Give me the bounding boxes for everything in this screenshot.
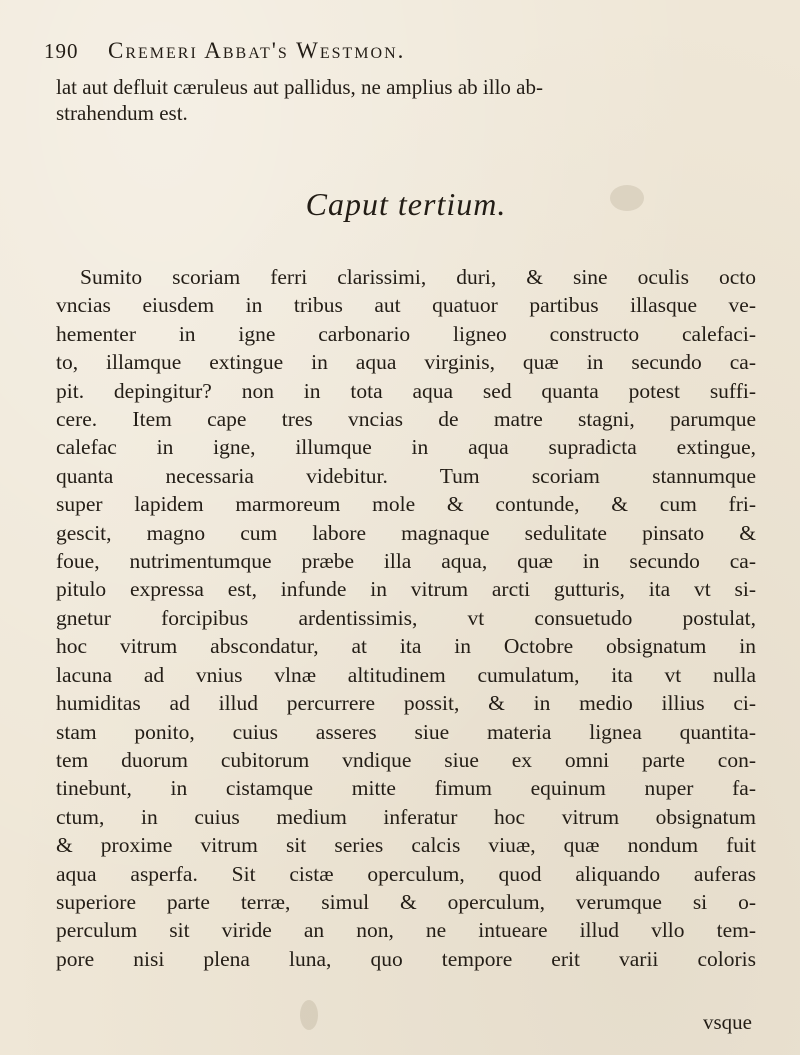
text-line: lat aut defluit cæruleus aut pallidus, ne amplius ab illo ab- bbox=[56, 75, 543, 99]
text-line: pitulo expressa est, infunde in vitrum arcti gutturis, ita vt si- bbox=[56, 577, 756, 602]
text-line: vncias eiusdem in tribus aut quatuor partibus illasque ve- bbox=[56, 293, 756, 318]
text-line: foue, nutrimentumque præbe illa aqua, quæ in secundo ca- bbox=[56, 549, 756, 574]
text-line: strahendum est. bbox=[56, 101, 188, 125]
text-line: to, illamque extingue in aqua virginis, quæ in secundo ca- bbox=[56, 350, 756, 375]
text-line: superiore parte terræ, simul & operculum, verumque si o- bbox=[56, 889, 756, 914]
text-line: pit. depingitur? non in tota aqua sed quanta potest suffi- bbox=[56, 378, 756, 403]
text-line: & proxime vitrum sit series calcis viuæ, quæ nondum fuit bbox=[56, 833, 756, 858]
chapter-heading: Caput tertium. bbox=[305, 186, 507, 222]
text-line: super lapidem marmoreum mole & contunde, & cum fri- bbox=[56, 492, 756, 517]
running-head bbox=[44, 38, 756, 68]
page-number: 190 bbox=[44, 39, 79, 63]
text-line: Sumito scoriam ferri clarissimi, duri, & sine oculis octo bbox=[80, 265, 756, 289]
text-line: stam ponito, cuius asseres siue materia lignea quantita- bbox=[56, 719, 756, 744]
text-line: aqua asperfa. Sit cistæ operculum, quod aliquando auferas bbox=[56, 861, 756, 886]
text-line: cere. Item cape tres vncias de matre stagni, parumque bbox=[56, 407, 756, 432]
running-title: Cremeri Abbat's Westmon. bbox=[108, 38, 406, 63]
text-line: tem duorum cubitorum vndique siue ex omni parte con- bbox=[56, 747, 756, 772]
text-line: gnetur forcipibus ardentissimis, vt consuetudo postulat, bbox=[56, 605, 756, 630]
opening-paragraph bbox=[56, 74, 756, 126]
text-line: pore nisi plena luna, quo tempore erit varii coloris bbox=[56, 946, 756, 971]
text-line: lacuna ad vnius vlnæ altitudinem cumulatum, ita vt nulla bbox=[56, 662, 756, 687]
text-line: hementer in igne carbonario ligneo constructo calefaci- bbox=[56, 321, 756, 346]
text-line: tinebunt, in cistamque mitte fimum equinum nuper fa- bbox=[56, 776, 756, 801]
body-paragraph bbox=[56, 263, 756, 973]
text-line: perculum sit viride an non, ne intueare illud vllo tem- bbox=[56, 918, 756, 943]
text-line: ctum, in cuius medium inferatur hoc vitrum obsignatum bbox=[56, 804, 756, 829]
catchword: vsque bbox=[703, 1010, 752, 1034]
text-line: calefac in igne, illumque in aqua supradicta extingue, bbox=[56, 435, 756, 460]
paper-stain bbox=[610, 185, 644, 211]
text-line: hoc vitrum abscondatur, at ita in Octobre obsignatum in bbox=[56, 634, 756, 659]
text-line: humiditas ad illud percurrere possit, & in medio illius ci- bbox=[56, 691, 756, 716]
paper-stain bbox=[300, 1000, 318, 1030]
text-line: quanta necessaria videbitur. Tum scoriam stannumque bbox=[56, 463, 756, 488]
text-line: gescit, magno cum labore magnaque sedulitate pinsato & bbox=[56, 520, 756, 545]
